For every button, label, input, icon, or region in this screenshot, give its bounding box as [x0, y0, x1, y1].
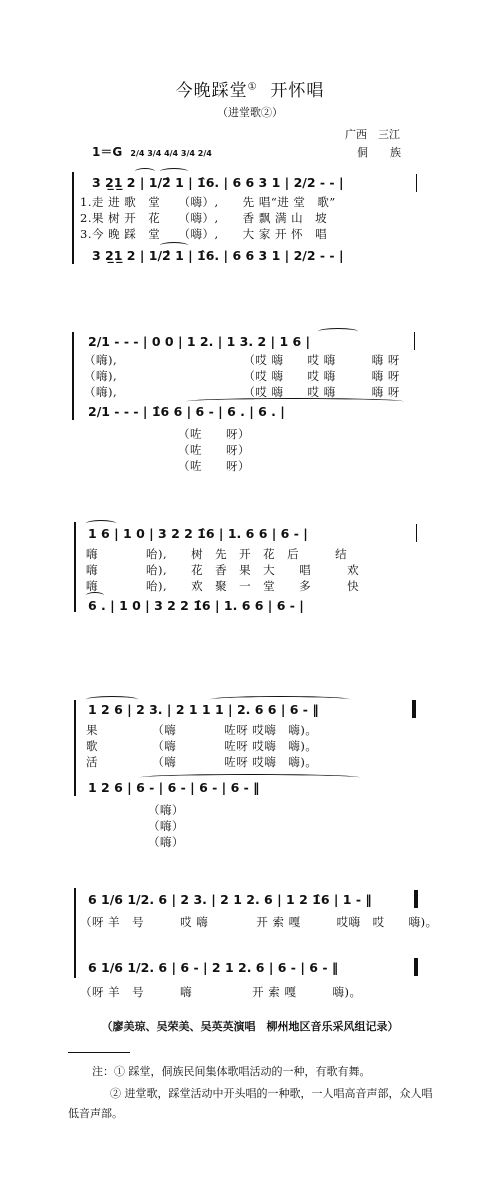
- lyric-verse-1: 嗨 咍), 树 先 开 花 后 结: [86, 547, 348, 561]
- key-text: 1＝G: [92, 145, 123, 159]
- upper-voice-notes: 1 2 6 | 2 3. | 2 1 1 1 | 2. 6 6 | 6 - ‖: [88, 702, 319, 717]
- lyric-verse-2: 2.果 树 开 花 （嗨）, 香 飘 满 山 坡: [80, 211, 328, 225]
- lower-lyric-line: （呀 羊 号 嗨 开 索 嘎 嗨)。: [80, 985, 362, 999]
- upper-voice-notes: 6 1/6 1/2. 6 | 2 3. | 2 1 2. 6 | 1 2 1̂6 | 1 - ‖: [88, 892, 372, 907]
- lower-lyric-1: （咗 呀）: [178, 427, 250, 441]
- upper-voice-notes: 3 2̲1̲ 2 | 1/2̂ 1 | 1̂6. | 6 6 3 1 | 2/2 - - |: [92, 175, 344, 190]
- lyric-verse-2: （嗨), （哎 嗨 哎 嗨 嗨 呀: [84, 369, 400, 383]
- subtitle: （进堂歌②）: [217, 106, 283, 119]
- lower-voice-notes: 1 2 6 | 6 - | 6 - | 6 - | 6 - ‖: [88, 780, 260, 795]
- lyric-verse-3: 3.今 晚 踩 堂 （嗨）, 大 家 开 怀 唱: [80, 227, 328, 241]
- title-footnote-mark: ①: [247, 81, 258, 93]
- credit-region: 广西 三江: [345, 128, 400, 141]
- title-suffix: 开怀唱: [270, 81, 325, 101]
- lower-lyric-3: （咗 呀）: [178, 459, 250, 473]
- lower-lyric-3: （嗨）: [148, 835, 184, 849]
- lower-voice-notes: 6 1/6 1/2. 6 | 6 - | 2 1 2. 6 | 6 - | 6 - ‖: [88, 960, 339, 975]
- lower-lyric-1: （嗨）: [148, 803, 184, 817]
- lower-voice-notes: 3 2̲1̲ 2 | 1/2̂ 1 | 1̂6. | 6 6 3 1 | 2/2 - - |: [92, 248, 344, 263]
- title-text: 今晚踩堂: [175, 81, 248, 101]
- footnote-2: ② 进堂歌，踩堂活动中开头唱的一种歌，一人唱高音声部，众人唱: [110, 1087, 433, 1100]
- performer-credit: （廖美琼、吴荣美、吴英英演唱 柳州地区音乐采风组记录）: [101, 1020, 399, 1033]
- footnote-2-continued: 低音声部。: [68, 1107, 123, 1120]
- lyric-verse-1: 果 （嗨 咗呀 哎嗨 嗨)。: [86, 723, 318, 737]
- lower-lyric-2: （嗨）: [148, 819, 184, 833]
- upper-voice-notes: 1 6 | 1 0 | 3 2 2 1̂6 | 1. 6 6 | 6 - |: [88, 526, 308, 541]
- upper-voice-notes: 2/1 - - - | 0 0 | 1 2. | 1 3. 2 | 1 6 |: [88, 334, 311, 349]
- footnote-divider: [68, 1052, 130, 1053]
- lyric-verse-2: 嗨 咍), 花 香 果 大 唱 欢: [86, 563, 360, 577]
- lyric-verse-3: （嗨), （哎 嗨 哎 嗨 嗨 呀: [84, 385, 400, 399]
- lyric-verse-2: 歌 （嗨 咗呀 哎嗨 嗨)。: [86, 739, 318, 753]
- footnote-1: 注：① 踩堂，侗族民间集体歌唱活动的一种，有歌有舞。: [92, 1065, 371, 1078]
- page-title: [0, 76, 500, 101]
- lower-voice-notes: 6 . | 1 0 | 3 2 2 1̂6 | 1. 6 6 | 6 - |: [88, 598, 304, 613]
- key-signature: [92, 143, 212, 160]
- meter-list: 2/4 3/4 4/4 3/4 2/4: [130, 149, 212, 158]
- lyric-line: （呀 羊 号 哎 嗨 开 索 嘎 哎嗨 哎 嗨)。: [80, 915, 438, 929]
- lyric-verse-1: 1.走 进 歌 堂 （嗨）, 先 唱“进 堂 歌”: [80, 195, 336, 209]
- lyric-verse-1: （嗨), （哎 嗨 哎 嗨 嗨 呀: [84, 353, 400, 367]
- lyric-verse-3: 活 （嗨 咗呀 哎嗨 嗨)。: [86, 755, 318, 769]
- lower-lyric-2: （咗 呀）: [178, 443, 250, 457]
- lower-voice-notes: 2/1 - - - | 1̂6 6 | 6 - | 6 . | 6 . |: [88, 404, 285, 419]
- lyric-verse-3: 嗨 咍), 欢 聚 一 堂 多 快: [86, 579, 360, 593]
- credit-people: 侗 族: [357, 146, 401, 159]
